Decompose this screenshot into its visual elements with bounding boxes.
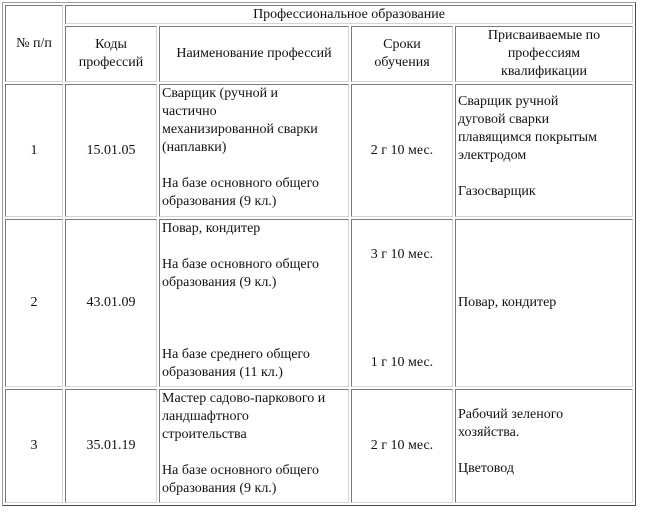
header-row [5,26,633,82]
header-codes: Коды профессий [65,26,157,82]
header-num: № п/п [5,5,63,82]
header-row-group [5,5,633,24]
table-row [5,219,633,387]
row-num: 1 [5,84,63,217]
table-row [5,84,633,217]
row-name: Повар, кондитер На базе основного общего образования (9 кл.) На базе среднего общего образования (11 кл.) [159,219,349,387]
row-term: 2 г 10 мес. [351,84,453,217]
professions-table [2,2,636,506]
row-term: 3 г 10 мес. 1 г 10 мес. [351,219,453,387]
row-term: 2 г 10 мес. [351,389,453,503]
header-qualification: Присваиваемые по профессиям квалификации [455,26,633,82]
row-code: 35.01.19 [65,389,157,503]
header-name: Наименование профессий [159,26,349,82]
row-qualification: Рабочий зеленого хозяйства. Цветовод [455,389,633,503]
row-name: Мастер садово-паркового и ландшафтного строительства На базе основного общего образования (9 кл.) [159,389,349,503]
row-qualification: Повар, кондитер [455,219,633,387]
row-code: 15.01.05 [65,84,157,217]
row-code: 43.01.09 [65,219,157,387]
row-qualification: Сварщик ручной дуговой сварки плавящимся покрытым электродом Газосварщик [455,84,633,217]
header-terms: Сроки обучения [351,26,453,82]
table-row [5,389,633,503]
header-group-title: Профессиональное образование [65,5,633,24]
row-num: 2 [5,219,63,387]
row-name: Сварщик (ручной и частично механизированной сварки (наплавки) На базе основного общего образования (9 кл.) [159,84,349,217]
row-num: 3 [5,389,63,503]
